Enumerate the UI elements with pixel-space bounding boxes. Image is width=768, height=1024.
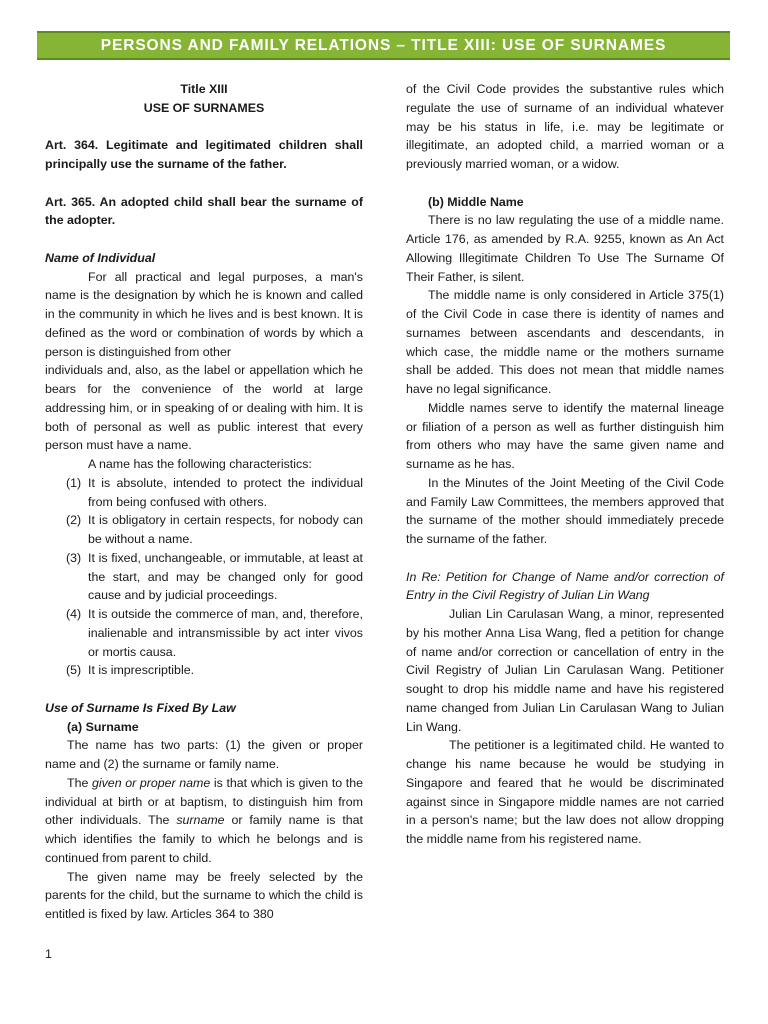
paragraph: Middle names serve to identify the maternal lineage or filiation of a person as well as further distinguish him from others who may have the same given name and surname as he has. xyxy=(406,400,724,471)
article-364: Art. 364. Legitimate and legitimated children shall principally use the surname of the father. xyxy=(45,138,363,171)
list-item xyxy=(45,511,363,549)
case-title: In Re: Petition for Change of Name and/or correction of Entry in the Civil Registry of Julian Lin Wang xyxy=(406,569,724,603)
right-column xyxy=(406,80,724,849)
list-text: It is imprescriptible. xyxy=(88,663,195,678)
paragraph: The petitioner is a legitimated child. He wanted to change his name because he would be studying in Singapore and feared that he would be discriminated against since in Singapore middle names are not carried in a person's name; but the law does not allow dropping the middle name from his registered name. xyxy=(406,738,724,846)
title-name: USE OF SURNAMES xyxy=(143,100,265,115)
list-item xyxy=(45,661,363,680)
list-text: It is fixed, unchangeable, or immutable, at least at the start, and may be changed only for good cause and by judicial proceedings. xyxy=(88,550,363,603)
name-of-individual-heading: Name of Individual xyxy=(45,250,156,265)
list-number: (4) xyxy=(66,607,82,621)
paragraph: The given name may be freely selected by the parents for the child, but the surname to which the child is entitled is fixed by law. Articles 364 to 380 xyxy=(45,869,363,921)
page-number: 1 xyxy=(45,947,52,961)
list-text: It is obligatory in certain respects, for nobody can be without a name. xyxy=(88,513,363,546)
emphasis: given or proper name xyxy=(91,775,211,790)
paragraph: The middle name is only considered in Article 375(1) of the Civil Code in case there is identity of names and surnames between ascendants and descendants, in which case, the middle name or the mothers surname shall be added. This does not mean that middle names have no legal significance. xyxy=(406,288,724,396)
list-number: (2) xyxy=(66,513,82,528)
paragraph: There is no law regulating the use of a middle name. Article 176, as amended by R.A. 9255, known as An Act Allowing Illegitimate Children To Use The Surname Of Their Father, is silent. xyxy=(406,213,724,284)
paragraph: In the Minutes of the Joint Meeting of the Civil Code and Family Law Committees, the members approved that the surname of the mother should immediately precede the surname of the father. xyxy=(406,475,724,546)
list-text: It is outside the commerce of man, and, therefore, inalienable and intransmissible by act inter vivos or mortis causa. xyxy=(88,607,363,659)
left-column xyxy=(45,80,363,924)
paragraph: A name has the following characteristics: xyxy=(88,457,312,471)
header-bar xyxy=(37,31,730,60)
list-item xyxy=(45,605,363,661)
middle-name-heading: (b) Middle Name xyxy=(428,194,524,209)
paragraph: For all practical and legal purposes, a man's name is the designation by which he is known and called in the community in which he lives and is best known. It is defined as the word or combination of words by which a person is distinguished from other xyxy=(45,269,363,359)
paragraph: individuals and, also, as the label or appellation which he bears for the convenience of the world at large addressing him, or in speaking of or dealing with him. It is both of personal as well as public interest that every person must have a name. xyxy=(45,363,363,453)
fixed-by-law-heading: Use of Surname Is Fixed By Law xyxy=(45,700,236,715)
list-text: It is absolute, intended to protect the individual from being confused with others. xyxy=(88,475,363,509)
emphasis: surname xyxy=(176,813,225,828)
title-number: Title XIII xyxy=(180,82,228,96)
header-title: PERSONS AND FAMILY RELATIONS – TITLE XIII: USE OF SURNAMES xyxy=(100,36,667,54)
surname-heading: (a) Surname xyxy=(67,719,139,734)
list-number: (3) xyxy=(66,550,82,565)
paragraph: Julian Lin Carulasan Wang, a minor, represented by his mother Anna Lisa Wang, fled a petition for change of name and/or correction or cancellation of entry in the Civil Registry of Julian Lin Carulasan Wang. Petitioner sought to drop his middle name and have his registered name changed from Julian Lin Carulasan Wang to Julian Lin Wang. xyxy=(406,607,724,734)
paragraph: of the Civil Code provides the substantive rules which regulate the use of surname of an individual whatever may be his status in life, i.e. may be legitimate or illegitimate, an adopted child, a married woman or a previously married woman, or a widow. xyxy=(406,82,724,171)
list-item xyxy=(45,549,363,605)
paragraph: The name has two parts: (1) the given or proper name and (2) the surname or family name. xyxy=(45,738,363,771)
article-365: Art. 365. An adopted child shall bear the surname of the adopter. xyxy=(45,194,363,228)
list-item xyxy=(45,474,363,512)
list-number: (1) xyxy=(66,475,82,490)
paragraph: The given or proper name is that which is given to the individual at birth or at baptism, to distinguish him from other individuals. The surname or family name is that which identifies the family to which he belongs and is continued from parent to child. xyxy=(45,775,363,865)
list-number: (5) xyxy=(66,663,82,678)
